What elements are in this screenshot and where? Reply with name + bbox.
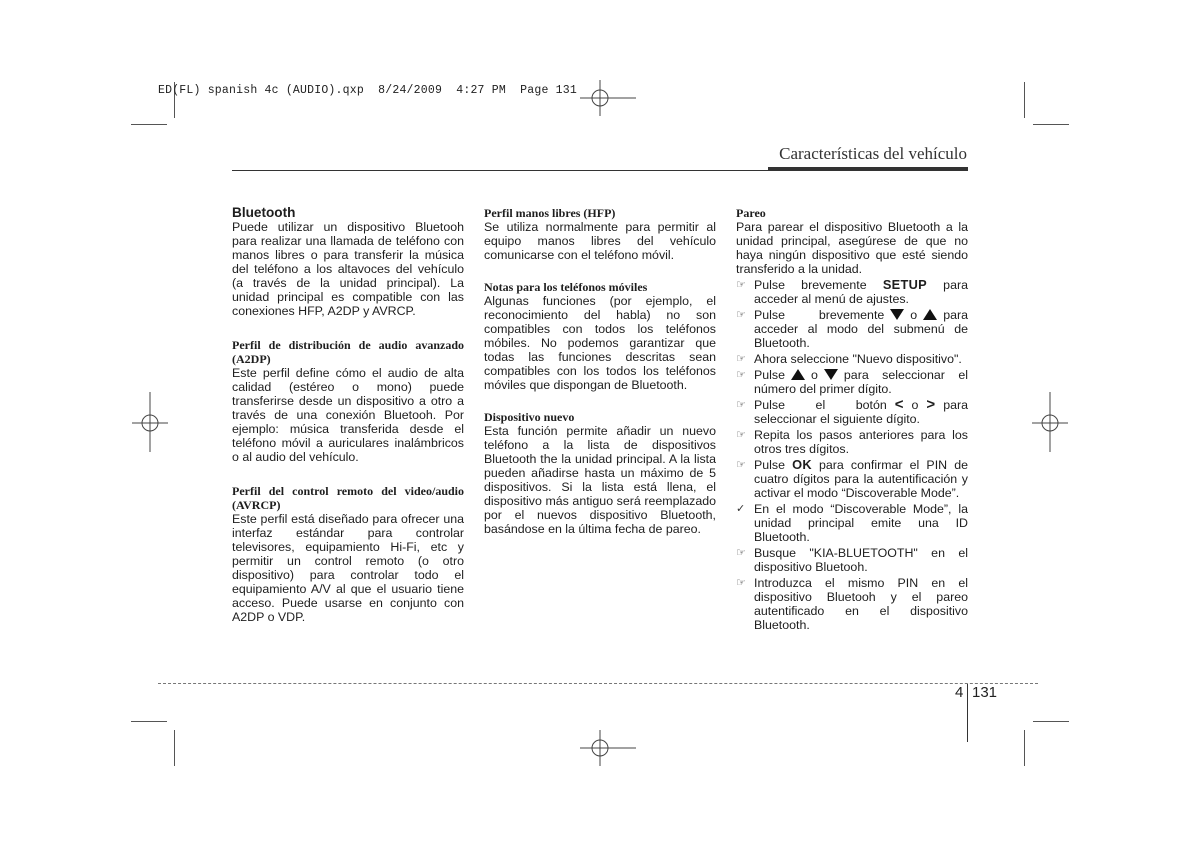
section-title: Características del vehículo — [779, 144, 967, 163]
pointing-hand-icon: ☞ — [736, 459, 746, 471]
list-item: ✓ En el modo “Discoverable Mode”, la unidad principal emite una ID Bluetooth. — [736, 502, 968, 544]
avrcp-heading: Perfil del control remoto del video/audio (AVRCP) — [232, 484, 464, 512]
footer-rule — [158, 683, 1038, 684]
crop-mark — [1024, 82, 1025, 118]
notes-heading: Notas para los teléfonos móviles — [484, 280, 648, 294]
registration-mark-top — [580, 80, 636, 116]
column-1 — [232, 206, 464, 624]
check-mark-icon: ✓ — [736, 503, 746, 515]
list-item: ☞ Repita los pasos anteriores para los otros tres dígitos. — [736, 428, 968, 456]
registration-mark-left — [132, 392, 168, 452]
crop-mark — [131, 124, 167, 125]
right-chevron-icon: > — [926, 396, 936, 413]
chapter-number: 4 — [955, 684, 964, 701]
list-item: ☞ Pulse el botón < o > para seleccionar el siguiente dígito. — [736, 396, 968, 426]
left-chevron-icon: < — [894, 396, 904, 413]
pointing-hand-icon: ☞ — [736, 353, 746, 365]
registration-mark-right — [1032, 392, 1068, 452]
hfp-heading: Perfil manos libres (HFP) — [484, 206, 616, 220]
header-rule-thick — [768, 167, 968, 171]
pointing-hand-icon: ☞ — [736, 309, 746, 321]
page-number-divider — [967, 684, 968, 742]
crop-mark — [131, 721, 167, 722]
crop-mark — [1024, 730, 1025, 766]
column-3 — [736, 206, 968, 634]
notes-text: Algunas funciones (por ejemplo, el reconocimiento del habla) no son compatibles con todos los teléfonos móbiles. No podemos garantizar que todas las funciones descritas sean compatibles con los todos los teléfonos móviles que dispongan de Bluetooth. — [484, 294, 716, 392]
list-item: ☞ Introduzca el mismo PIN en el dispositivo Bluetooh y el pareo autentificado en el dispositivo Bluetooth. — [736, 576, 968, 632]
pointing-hand-icon: ☞ — [736, 547, 746, 559]
ok-key-label: OK — [792, 457, 812, 472]
pointing-hand-icon: ☞ — [736, 279, 746, 291]
new-device-text: Esta función permite añadir un nuevo teléfono a la lista de dispositivos Bluetooth the la unidad principal. A la lista pueden añadirse hasta un máximo de 5 dispositivos. Si la lista está llena, el dispositivo más antiguo será reemplazado por el nuevos dispositivo Bluetooth, basándose en la última fecha de pareo. — [484, 424, 716, 536]
list-item: ☞ Busque "KIA-BLUETOOTH" en el dispositivo Bluetooh. — [736, 546, 968, 574]
list-item: ☞ Pulse o para seleccionar el número del primer dígito. — [736, 368, 968, 396]
list-item: ☞ Pulse brevemente SETUP para acceder al menú de ajustes. — [736, 277, 968, 306]
slug-line: ED(FL) spanish 4c (AUDIO).qxp 8/24/2009 4:27 PM Page 131 — [158, 84, 577, 97]
new-device-heading: Dispositivo nuevo — [484, 410, 575, 424]
avrcp-text: Este perfil está diseñado para ofrecer una interfaz estándar para controlar televisores, equipamiento Hi-Fi, etc y permitir un control remoto (o otro dispositivo) para controlar todo el equipamiento A/V al que el usuario tiene acceso. Puede usarse en conjunto con A2DP o VDP. — [232, 512, 464, 624]
pairing-intro: Para parear el dispositivo Bluetooth a la unidad principal, asegúrese de que no haya ningún dispositivo que esté siendo transferido a la unidad. — [736, 220, 968, 276]
bluetooth-intro: Puede utilizar un dispositivo Bluetooh para realizar una llamada de teléfono con manos libres o para transferir la música del teléfono a los altavoces del vehículo (a través de la unidad principal). La unidad principal es compatible con las conexiones HFP, A2DP y AVRCP. — [232, 220, 464, 318]
column-2 — [484, 206, 716, 536]
down-arrow-icon — [824, 369, 838, 380]
up-arrow-icon — [791, 369, 805, 380]
a2dp-heading: Perfil de distribución de audio avanzado (A2DP) — [232, 338, 464, 366]
crop-mark — [174, 730, 175, 766]
up-arrow-icon — [923, 309, 937, 320]
crop-mark — [1033, 721, 1069, 722]
list-item: ☞ Pulse OK para confirmar el PIN de cuatro dígitos para la autentificación y activar el modo “Discoverable Mode”. — [736, 457, 968, 500]
page-number: 131 — [972, 684, 998, 701]
a2dp-text: Este perfil define cómo el audio de alta calidad (estéreo o mono) puede transferirse desde un dispositivo a otro a través de una conexión Bluetooh. Por ejemplo: música transferida desde el teléfono móvil a auriculares inalámbricos o al audio del vehículo. — [232, 366, 464, 464]
pointing-hand-icon: ☞ — [736, 429, 746, 441]
down-arrow-icon — [890, 309, 904, 320]
hfp-text: Se utiliza normalmente para permitir al equipo manos libres del vehículo comunicarse con el teléfono móvil. — [484, 220, 716, 262]
pairing-steps — [736, 278, 968, 632]
list-item: ☞ Pulse brevemente o para acceder al modo del submenú de Bluetooth. — [736, 308, 968, 350]
pointing-hand-icon: ☞ — [736, 399, 746, 411]
pointing-hand-icon: ☞ — [736, 577, 746, 589]
setup-key-label: SETUP — [882, 277, 927, 292]
list-item: ☞ Ahora seleccione "Nuevo dispositivo". — [736, 352, 962, 366]
bluetooth-heading: Bluetooth — [232, 205, 296, 220]
pairing-heading: Pareo — [736, 206, 766, 220]
pointing-hand-icon: ☞ — [736, 369, 746, 381]
registration-mark-bottom — [580, 730, 636, 766]
crop-mark — [1033, 124, 1069, 125]
